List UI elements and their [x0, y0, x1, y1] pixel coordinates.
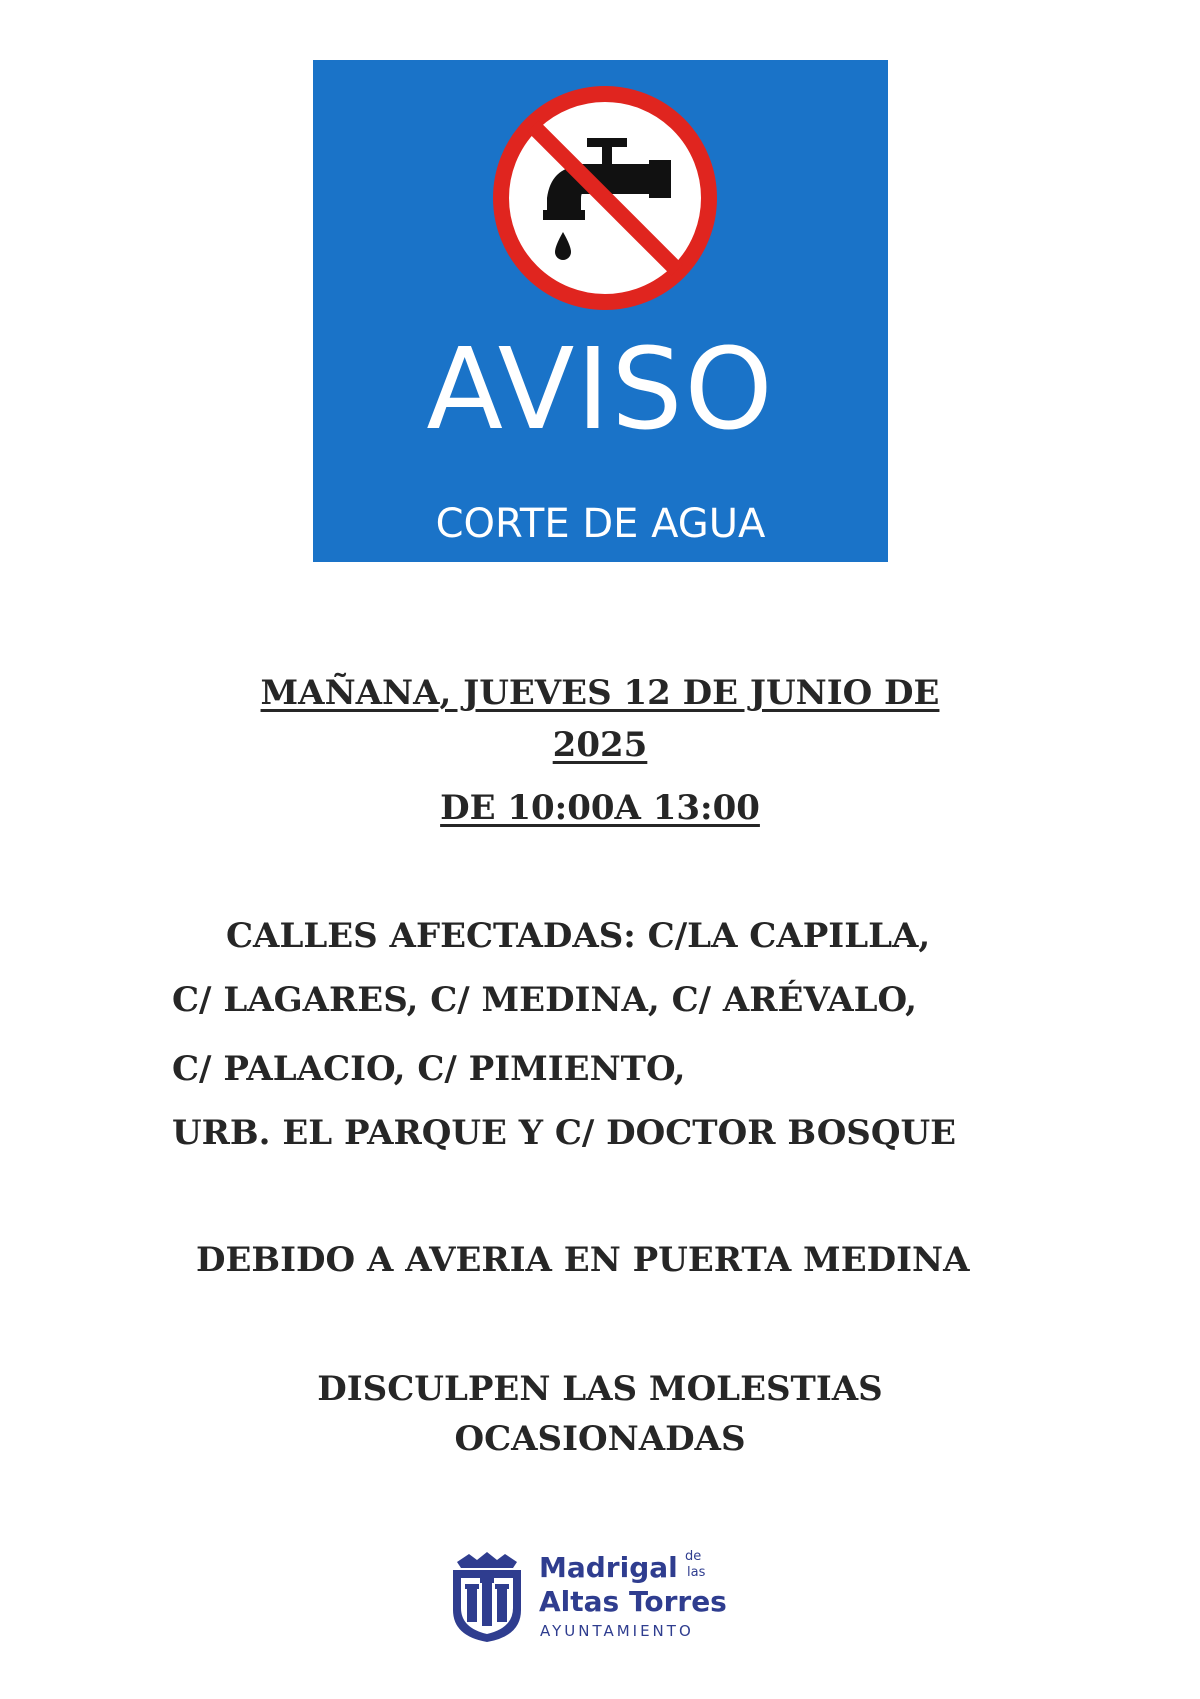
logo-org: AYUNTAMIENTO: [540, 1622, 694, 1640]
sign-title: AVISO: [426, 325, 775, 455]
date-line-1: MAÑANA, JUEVES 12 DE JUNIO DE: [260, 673, 940, 713]
streets-line-2: C/ LAGARES, C/ MEDINA, C/ ARÉVALO,: [172, 980, 917, 1020]
logo-name-las: las: [687, 1565, 706, 1580]
date-line-2: 2025: [552, 725, 648, 765]
reason-text: DEBIDO A AVERIA EN PUERTA MEDINA: [196, 1240, 970, 1280]
logo-name-de: de: [685, 1549, 702, 1564]
streets-line-1: CALLES AFECTADAS: C/LA CAPILLA,: [226, 916, 931, 956]
coat-of-arms-icon: [447, 1548, 527, 1644]
logo-name-line-2: Altas Torres: [539, 1585, 727, 1618]
logo-name-line-1: Madrigal: [539, 1551, 678, 1584]
streets-line-3: C/ PALACIO, C/ PIMIENTO,: [172, 1049, 686, 1089]
apology-line-1: DISCULPEN LAS MOLESTIAS: [317, 1369, 883, 1409]
no-water-tap-icon: [493, 86, 717, 310]
apology-line-2: OCASIONADAS: [454, 1419, 746, 1459]
notice-sign: [313, 60, 888, 562]
time-range: DE 10:00A 13:00: [440, 788, 760, 828]
town-logo: [447, 1548, 737, 1644]
sign-subtitle: CORTE DE AGUA: [435, 501, 766, 547]
streets-line-4: URB. EL PARQUE Y C/ DOCTOR BOSQUE: [172, 1113, 957, 1153]
